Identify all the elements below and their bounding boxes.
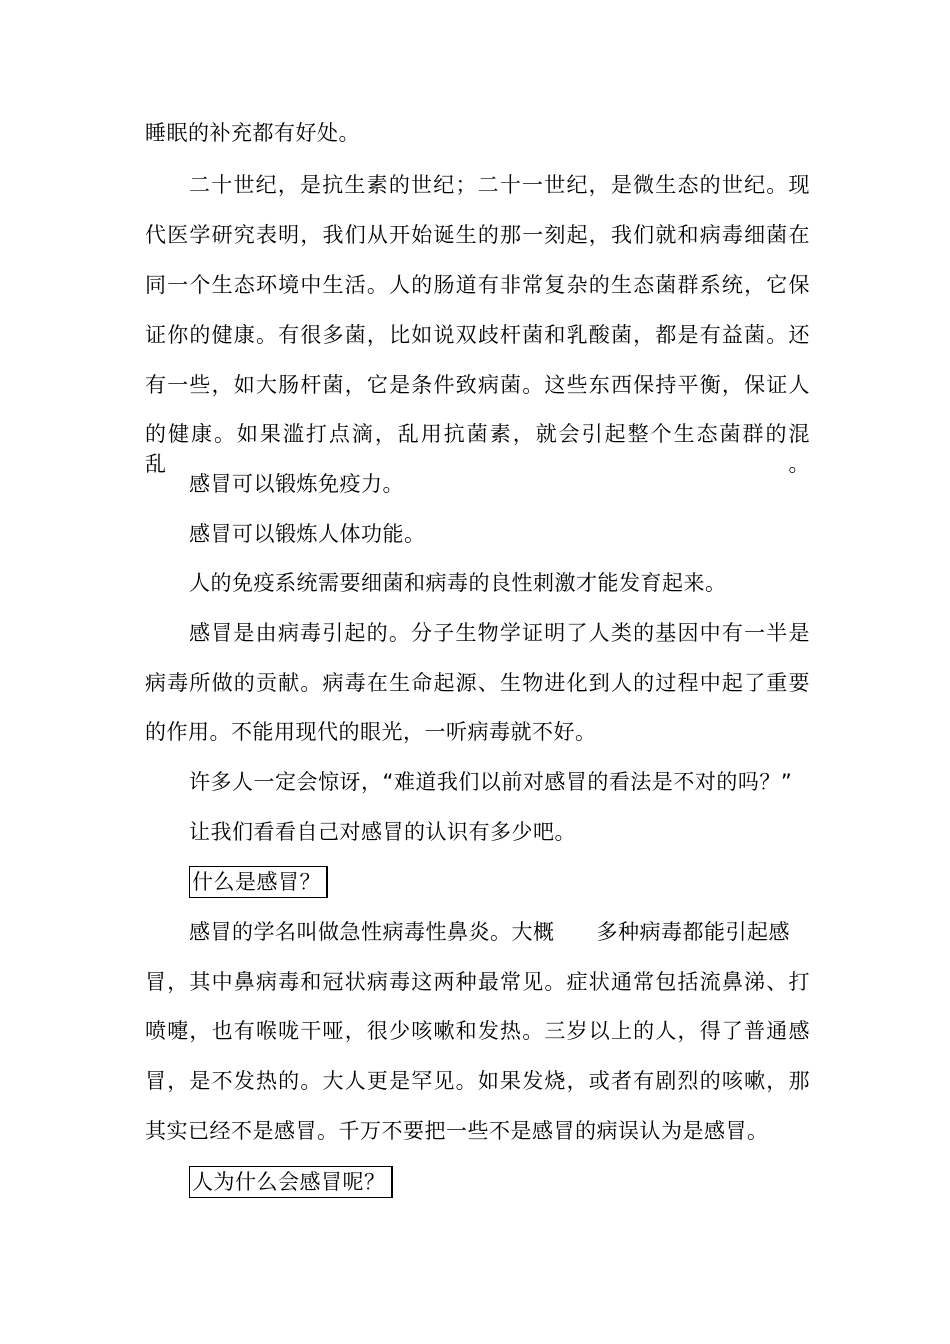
paragraph-line: 睡眠的补充都有好处。 <box>145 121 360 145</box>
section-heading-why-catch-cold: 人为什么会感冒呢？ <box>189 1166 393 1198</box>
paragraph-line: 让我们看看自己对感冒的认识有多少吧。 <box>189 820 576 844</box>
paragraph-line <box>189 917 810 947</box>
paragraph-line: 喷嚏，也有喉咙干哑，很少咳嗽和发热。三岁以上的人，得了普通感 <box>145 1019 810 1043</box>
paragraph-line: 的作用。不能用现代的眼光，一听病毒就不好。 <box>145 720 597 744</box>
paragraph-line: 同一个生态环境中生活。人的肠道有非常复杂的生态菌群系统，它保 <box>145 273 810 297</box>
paragraph-line: 证你的健康。有很多菌，比如说双歧杆菌和乳酸菌，都是有益菌。还 <box>145 323 810 347</box>
paragraph-line: 人的免疫系统需要细菌和病毒的良性刺激才能发育起来。 <box>189 571 727 595</box>
paragraph-line: 的健康。如果滥打点滴，乱用抗菌素，就会引起整个生态菌群的混乱。 <box>145 422 810 476</box>
paragraph-line: 冒，是不发热的。大人更是罕见。如果发烧，或者有剧烈的咳嗽，那 <box>145 1069 810 1093</box>
paragraph-line: 冒，其中鼻病毒和冠状病毒这两种最常见。症状通常包括流鼻涕、打 <box>145 970 810 994</box>
paragraph-line: 二十世纪，是抗生素的世纪；二十一世纪，是微生态的世纪。现 <box>189 173 810 197</box>
paragraph-line: 感冒可以锻炼免疫力。 <box>189 472 404 496</box>
paragraph-line: 病毒所做的贡献。病毒在生命起源、生物进化到人的过程中起了重要 <box>145 671 810 695</box>
paragraph-line: 许多人一定会惊讶，“难道我们以前对感冒的看法是不对的吗？” <box>189 770 793 794</box>
paragraph-line: 其实已经不是感冒。千万不要把一些不是感冒的病误认为是感冒。 <box>145 1119 769 1143</box>
paragraph-line: 感冒可以锻炼人体功能。 <box>189 522 426 546</box>
section-heading-what-is-cold: 什么是感冒？ <box>189 866 328 898</box>
paragraph-line: 代医学研究表明，我们从开始诞生的那一刻起，我们就和病毒细菌在 <box>145 223 810 247</box>
paragraph-line: 感冒是由病毒引起的。分子生物学证明了人类的基因中有一半是 <box>189 621 810 645</box>
paragraph-line: 有一些，如大肠杆菌，它是条件致病菌。这些东西保持平衡，保证人 <box>145 373 810 397</box>
paragraph-line-part: 多种病毒都能引起感 <box>596 920 790 944</box>
paragraph-line-part: 感冒的学名叫做急性病毒性鼻炎。大概 <box>189 920 555 944</box>
